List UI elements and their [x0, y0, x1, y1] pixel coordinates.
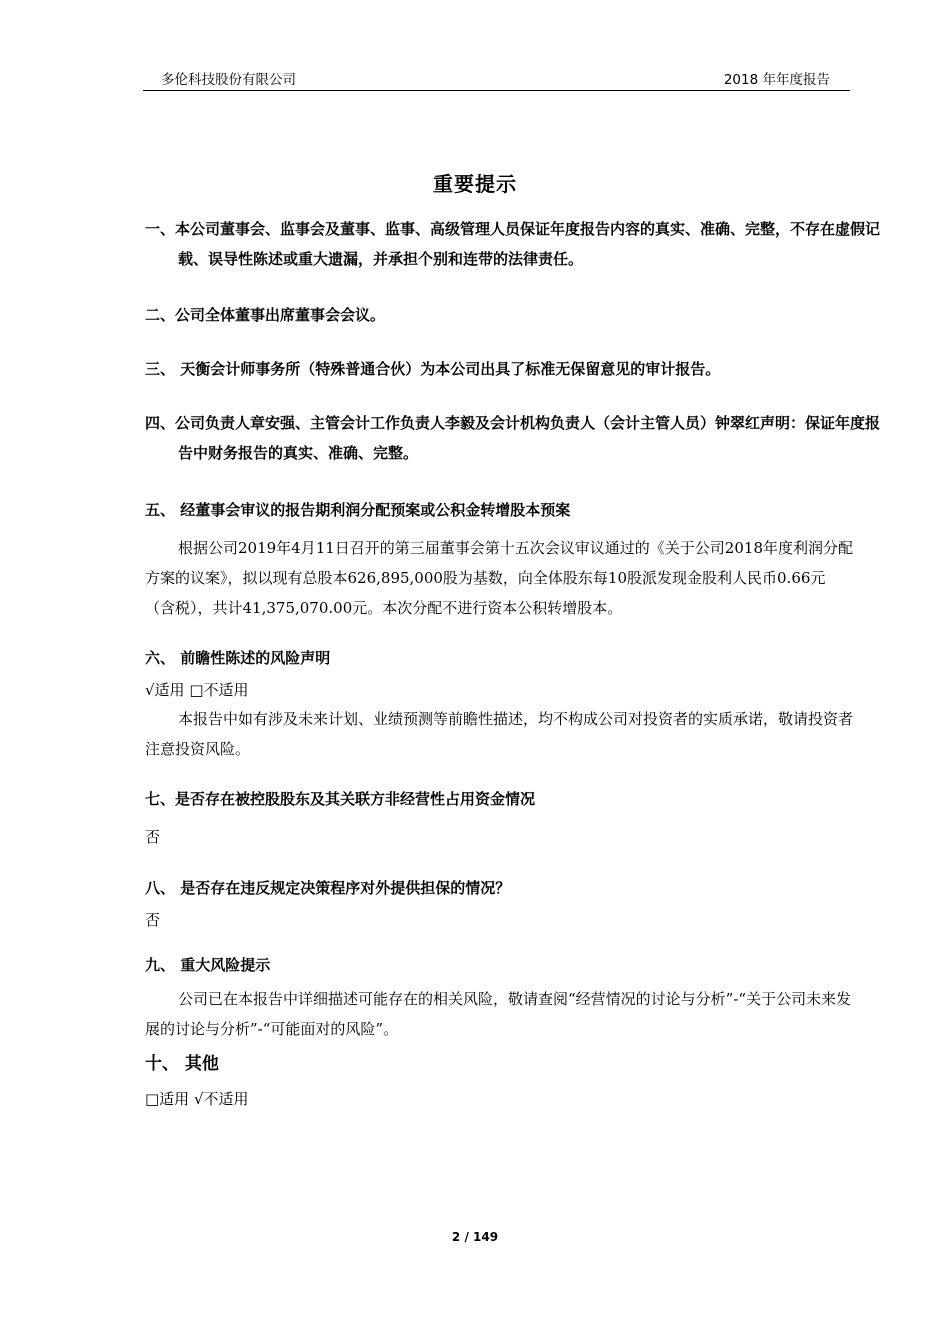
- page-header: [143, 66, 850, 91]
- section-5-heading: 五、 经董事会审议的报告期利润分配预案或公积金转增股本预案: [145, 501, 571, 519]
- section-3: 三、 天衡会计师事务所（特殊普通合伙）为本公司出具了标准无保留意见的审计报告。: [145, 360, 721, 378]
- section-5-body: 根据公司2019年4月11日召开的第三届董事会第十五次会议审议通过的《关于公司2018年度利润分配方案的议案》，拟以现有总股本626,895,000股为基数，向全体股东每10股派发现金股利人民币0.66元（含税），共计41,375,070.00元。本次分配不进行资本公积转增股本。: [145, 539, 853, 617]
- section-1: 一、本公司董事会、监事会及董事、监事、高级管理人员保证年度报告内容的真实、准确、完整，不存在虚假记载、误导性陈述或重大遗漏，并承担个别和连带的法律责任。: [145, 220, 881, 268]
- header-report-title: 2018 年年度报告: [723, 72, 830, 88]
- section-6-option: √适用 □不适用: [145, 681, 249, 699]
- section-6-heading: 六、 前瞻性陈述的风险声明: [145, 649, 331, 667]
- page-title: 重要提示: [433, 172, 517, 196]
- section-9-body: 公司已在本报告中详细描述可能存在的相关风险，敬请查阅“经营情况的讨论与分析”-“关于公司未来发展的讨论与分析”-“可能面对的风险”。: [145, 990, 852, 1038]
- section-6-body: 本报告中如有涉及未来计划、业绩预测等前瞻性描述，均不构成公司对投资者的实质承诺，敬请投资者注意投资风险。: [145, 710, 854, 758]
- section-4: 四、公司负责人章安强、主管会计工作负责人李毅及会计机构负责人（会计主管人员）钟翠红声明：保证年度报告中财务报告的真实、准确、完整。: [145, 414, 881, 462]
- section-2: 二、公司全体董事出席董事会会议。: [145, 306, 386, 324]
- section-7-answer: 否: [145, 828, 161, 846]
- section-9-heading: 九、 重大风险提示: [145, 956, 271, 974]
- section-8-answer: 否: [145, 911, 161, 929]
- section-10-heading: 十、 其他: [145, 1054, 219, 1074]
- section-8-heading: 八、 是否存在违反规定决策程序对外提供担保的情况？: [145, 879, 511, 897]
- section-10-option: □适用 √不适用: [145, 1090, 249, 1108]
- section-7-heading: 七、是否存在被控股股东及其关联方非经营性占用资金情况: [145, 790, 536, 808]
- page-number: 2 / 149: [451, 1230, 499, 1244]
- header-company: 多伦科技股份有限公司: [161, 72, 296, 88]
